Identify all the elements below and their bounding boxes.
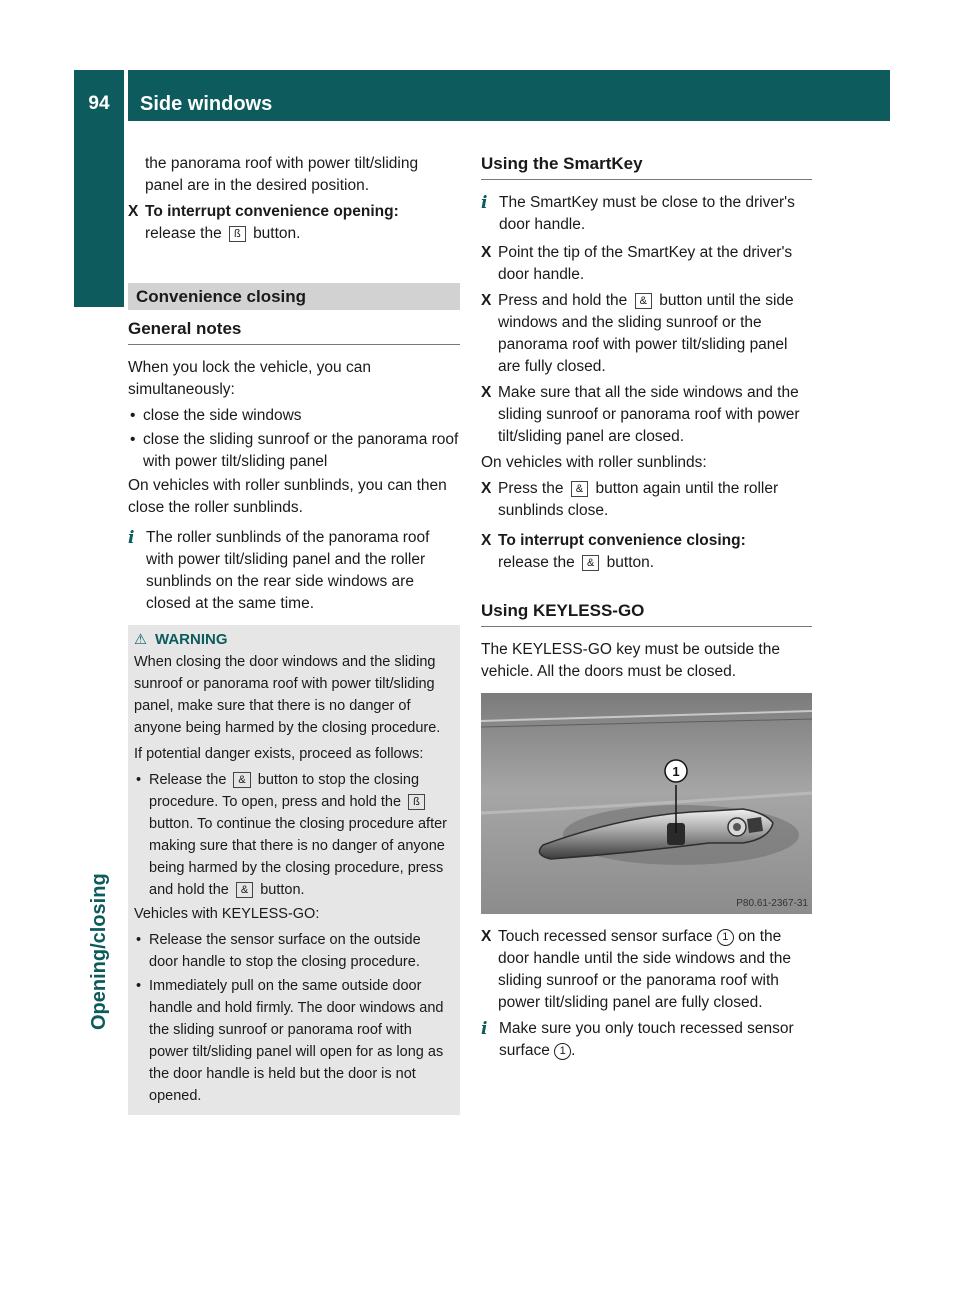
list-item: [134, 929, 452, 973]
keyless-text: The KEYLESS-GO key must be outside the vehicle. All the doors must be closed.: [481, 641, 780, 680]
list-item: [134, 769, 452, 901]
door-handle-figure: [481, 693, 812, 914]
door-handle-illustration: [481, 693, 812, 914]
info-icon: i: [481, 1019, 488, 1039]
list-item-text: button to stop the closing procedure. To open, press and hold the: [149, 772, 420, 810]
step: [481, 926, 812, 1014]
info-note: [481, 1018, 812, 1062]
warning-text: Vehicles with KEYLESS-GO:: [134, 906, 320, 922]
step-text: button until the side windows and the sliding sunroof or the panorama roof with power tilt/sliding panel are fully closed.: [498, 292, 794, 375]
continued-text: the panorama roof with power tilt/sliding panel are in the desired position.: [145, 155, 419, 194]
callout-ref: 1: [554, 1043, 571, 1060]
bullet-icon: •: [136, 978, 142, 994]
roller-text: On vehicles with roller sunblinds, you can then close the roller sunblinds.: [128, 477, 447, 516]
list-item-text: Release the: [149, 772, 227, 788]
step-arrow-icon: X: [481, 244, 492, 261]
info-note: [128, 527, 460, 615]
step-arrow-icon: X: [481, 928, 492, 945]
callout-1-label: 1: [672, 764, 680, 779]
step-bold: To interrupt convenience opening:: [145, 203, 399, 220]
info-text: .: [571, 1042, 576, 1059]
side-tab-label: Opening/closing: [88, 873, 110, 1030]
warning-header: [134, 629, 452, 651]
info-note: [481, 192, 812, 236]
step: [481, 290, 812, 378]
warning-text: If potential danger exists, proceed as follows:: [134, 746, 424, 762]
info-text: The roller sunblinds of the panorama roof with power tilt/sliding panel and the roller sunblinds on the rear side windows are closed at the same time.: [146, 529, 430, 612]
side-color-block: [74, 121, 124, 307]
bullet-icon: •: [136, 772, 142, 788]
info-icon: i: [128, 528, 135, 548]
step-text: button.: [253, 225, 301, 242]
lock-key-icon: &: [233, 772, 250, 788]
step-arrow-icon: X: [481, 292, 492, 309]
info-text: The SmartKey must be close to the driver's door handle.: [499, 194, 795, 233]
step: [481, 478, 812, 522]
info-text: Make sure you only touch recessed sensor surface: [499, 1020, 794, 1059]
list-item-text: Immediately pull on the same outside door handle and hold firmly. The door windows and the sliding sunroof or panorama roof with power tilt/sliding panel will open for as long as the door handle is held but the door is not opened.: [149, 978, 444, 1104]
list-item: [128, 429, 460, 473]
step-text: on the door handle until the side windows and the sliding sunroof or the panorama roof with power tilt/sliding panel are fully closed.: [498, 928, 791, 1011]
step-text: Touch recessed sensor surface: [498, 928, 713, 945]
info-icon: i: [481, 193, 488, 213]
interrupt-opening-step: [128, 201, 460, 245]
interrupt-closing-step: [481, 530, 812, 574]
header-divider: [124, 70, 128, 121]
page-number: 94: [88, 93, 110, 114]
subheading-keyless-go: Using KEYLESS-GO: [481, 600, 812, 627]
step-arrow-icon: X: [481, 384, 492, 401]
step: [481, 382, 812, 448]
warning-text: When closing the door windows and the sliding sunroof or panorama roof with power tilt/sliding panel, make sure that there is no danger of anyone being harmed by the closing procedure.: [134, 654, 441, 736]
intro-text: When you lock the vehicle, you can simultaneously:: [128, 359, 371, 398]
left-column: [128, 153, 460, 1115]
unlock-key-icon: ß: [408, 794, 425, 810]
list-item-text: button. To continue the closing procedure after making sure that there is no danger of anyone being harmed by the closing procedure, press and hold the: [149, 816, 447, 898]
step-text: release the: [498, 554, 575, 571]
bullet-icon: •: [136, 932, 142, 948]
list-item-text: close the sliding sunroof or the panorama roof with power tilt/sliding panel: [143, 431, 459, 470]
step-text: Press and hold the: [498, 292, 628, 309]
list-item-text: button.: [260, 882, 305, 898]
step-text: release the: [145, 225, 222, 242]
lock-key-icon: &: [582, 555, 599, 571]
list-item: [134, 975, 452, 1107]
warning-triangle-icon: ⚠: [134, 632, 147, 648]
lock-key-icon: &: [236, 882, 253, 898]
step: [481, 242, 812, 286]
lock-key-icon: &: [635, 293, 652, 309]
step-text: button.: [606, 554, 655, 571]
step-text: Press the: [498, 480, 564, 497]
step-text: button again until the roller sunblinds close.: [498, 480, 779, 519]
step-text: Make sure that all the side windows and the sliding sunroof or panorama roof with power tilt/sliding panel are closed.: [498, 384, 800, 445]
subheading-general-notes: General notes: [128, 318, 460, 345]
section-title-convenience-closing: Convenience closing: [128, 283, 460, 310]
roller-text: On vehicles with roller sunblinds:: [481, 454, 707, 471]
list-item: [128, 405, 460, 427]
step-text: Point the tip of the SmartKey at the driver's door handle.: [498, 244, 793, 283]
lock-key-icon: &: [571, 481, 588, 497]
right-column: [481, 153, 812, 1068]
bullet-icon: •: [130, 407, 136, 424]
page-title: Side windows: [140, 93, 273, 115]
subheading-smartkey: Using the SmartKey: [481, 153, 812, 180]
step-arrow-icon: X: [481, 532, 492, 549]
step-bold: To interrupt convenience closing:: [498, 532, 746, 549]
step-arrow-icon: X: [128, 203, 139, 220]
warning-title: WARNING: [155, 631, 228, 648]
figure-code: P80.61-2367-31: [736, 898, 808, 909]
list-item-text: close the side windows: [143, 407, 302, 424]
callout-ref: 1: [717, 929, 734, 946]
step-arrow-icon: X: [481, 480, 492, 497]
warning-box: [128, 625, 460, 1115]
unlock-key-icon: ß: [229, 226, 246, 242]
list-item-text: Release the sensor surface on the outside door handle to stop the closing procedure.: [149, 932, 421, 970]
bullet-icon: •: [130, 431, 136, 448]
